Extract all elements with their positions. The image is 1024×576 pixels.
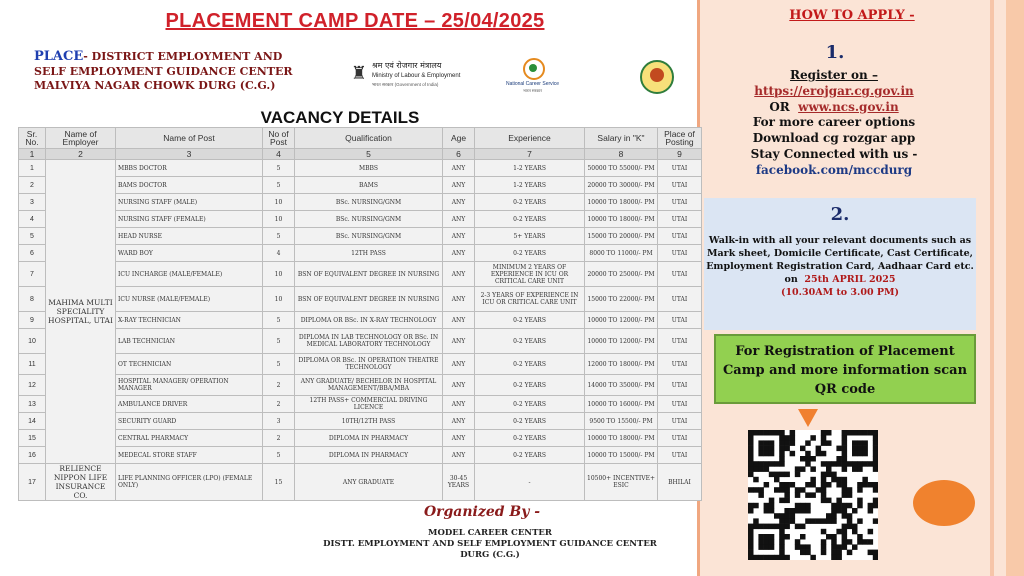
cell-sr: 9: [19, 312, 46, 329]
cell-num-post: 2: [263, 375, 295, 396]
table-row: [19, 354, 702, 375]
ministry-logo: [350, 57, 470, 93]
decor-stripe-edge: [1006, 0, 1024, 576]
cell-sr: 7: [19, 262, 46, 287]
cell-qualification: DIPLOMA IN PHARMACY: [295, 430, 443, 447]
col-header: Age: [443, 128, 475, 149]
cell-place: UTAI: [658, 245, 702, 262]
cell-salary: 10000 TO 18000/- PM: [585, 194, 658, 211]
register-text: Register on –: [790, 68, 878, 82]
cell-place: UTAI: [658, 211, 702, 228]
cell-place: UTAI: [658, 375, 702, 396]
cell-salary: 15000 TO 22000/- PM: [585, 287, 658, 312]
table-header-row: [19, 128, 702, 149]
step-2-text-block: [706, 234, 974, 299]
col-header: Qualification: [295, 128, 443, 149]
cell-num-post: 5: [263, 312, 295, 329]
table-row: [19, 312, 702, 329]
cell-experience: MINIMUM 2 YEARS OF EXPERIENCE IN ICU OR CRITICAL CARE UNIT: [475, 262, 585, 287]
place-line-2: SELF EMPLOYMENT GUIDANCE CENTER: [34, 64, 293, 78]
cell-num-post: 2: [263, 430, 295, 447]
cell-salary: 15000 TO 20000/- PM: [585, 228, 658, 245]
cell-place: UTAI: [658, 430, 702, 447]
cell-place: UTAI: [658, 329, 702, 354]
cell-num-post: 10: [263, 211, 295, 228]
cell-age: ANY: [443, 375, 475, 396]
cell-post: NURSING STAFF (FEMALE): [116, 211, 263, 228]
cell-qualification: BSc. NURSING/GNM: [295, 228, 443, 245]
cell-salary: 20000 TO 25000/- PM: [585, 262, 658, 287]
cell-age: ANY: [443, 312, 475, 329]
table-row: [19, 211, 702, 228]
how-to-apply-title: HOW TO APPLY -: [789, 8, 915, 23]
col-header: Name of Post: [116, 128, 263, 149]
col-number: 7: [475, 149, 585, 160]
cell-age: ANY: [443, 245, 475, 262]
cell-place: UTAI: [658, 413, 702, 430]
cell-age: ANY: [443, 211, 475, 228]
organized-by: Organized By -: [423, 504, 541, 520]
cell-place: UTAI: [658, 287, 702, 312]
decor-orange-oval: [913, 480, 975, 526]
cell-experience: 0-2 YEARS: [475, 312, 585, 329]
walk-in-time: (10.30AM to 3.00 PM): [780, 287, 900, 298]
table-row: [19, 447, 702, 464]
col-number: 4: [263, 149, 295, 160]
cell-sr: 15: [19, 430, 46, 447]
organizer-line-2: DISTT. EMPLOYMENT AND SELF EMPLOYMENT GUIDANCE CENTER: [323, 539, 657, 549]
cell-num-post: 5: [263, 329, 295, 354]
cell-experience: 5+ YEARS: [475, 228, 585, 245]
table-row: [19, 396, 702, 413]
cell-age: ANY: [443, 228, 475, 245]
cell-sr: 11: [19, 354, 46, 375]
ncs-link[interactable]: www.ncs.gov.in: [798, 99, 899, 114]
table-row: [19, 375, 702, 396]
cell-post: HEAD NURSE: [116, 228, 263, 245]
cell-num-post: 5: [263, 177, 295, 194]
cell-qualification: DIPLOMA IN PHARMACY: [295, 447, 443, 464]
cell-salary: 10000 TO 15000/- PM: [585, 447, 658, 464]
cell-sr: 3: [19, 194, 46, 211]
cell-post: CENTRAL PHARMACY: [116, 430, 263, 447]
col-header: Sr. No.: [19, 128, 46, 149]
cell-experience: 0-2 YEARS: [475, 354, 585, 375]
cell-sr: 1: [19, 160, 46, 177]
cell-num-post: 10: [263, 194, 295, 211]
erojgar-link[interactable]: https://erojgar.cg.gov.in: [754, 83, 914, 98]
cell-post: ICU INCHARGE (MALE/FEMALE): [116, 262, 263, 287]
cell-sr: 12: [19, 375, 46, 396]
cell-num-post: 4: [263, 245, 295, 262]
cell-place: UTAI: [658, 160, 702, 177]
cell-experience: 0-2 YEARS: [475, 447, 585, 464]
table-row: [19, 245, 702, 262]
place-label: PLACE: [34, 49, 84, 64]
cell-employer: MAHIMA MULTI SPECIALITY HOSPITAL, UTAI: [46, 160, 116, 464]
organizer-line-1: MODEL CAREER CENTER: [428, 528, 552, 538]
cell-sr: 17: [19, 464, 46, 501]
cell-age: ANY: [443, 194, 475, 211]
cell-salary: 14000 TO 35000/- PM: [585, 375, 658, 396]
cell-salary: 12000 TO 18000/- PM: [585, 354, 658, 375]
cell-experience: 0-2 YEARS: [475, 329, 585, 354]
cell-age: ANY: [443, 354, 475, 375]
facebook-link[interactable]: facebook.com/mccdurg: [755, 162, 913, 177]
col-header: Experience: [475, 128, 585, 149]
step-2-box: [704, 198, 976, 330]
cell-employer: RELIENCE NIPPON LIFE INSURANCE CO.: [46, 464, 116, 501]
emblem-icon: ♜: [350, 63, 368, 84]
cell-qualification: 12TH PASS+ COMMERCIAL DRIVING LICENCE: [295, 396, 443, 413]
cell-place: UTAI: [658, 447, 702, 464]
cell-num-post: 15: [263, 464, 295, 501]
cell-experience: 0-2 YEARS: [475, 430, 585, 447]
ministry-sub: भारत सरकार (Government of India): [372, 82, 439, 87]
cell-sr: 5: [19, 228, 46, 245]
cell-place: BHILAI: [658, 464, 702, 501]
page-title: PLACEMENT CAMP DATE – 25/04/2025: [165, 10, 545, 32]
ncs-sub: भारत सरकार: [523, 88, 542, 93]
cell-place: UTAI: [658, 354, 702, 375]
place-line-3: MALVIYA NAGAR CHOWK DURG (C.G.): [34, 79, 276, 92]
col-header: Name of Employer: [46, 128, 116, 149]
cell-place: UTAI: [658, 194, 702, 211]
cell-experience: 1-2 YEARS: [475, 160, 585, 177]
cell-post: MEDECAL STORE STAFF: [116, 447, 263, 464]
cell-age: ANY: [443, 160, 475, 177]
decor-stripe: [990, 0, 994, 576]
ncs-mark-icon: [523, 58, 545, 80]
cell-salary: 50000 TO 55000/- PM: [585, 160, 658, 177]
cell-age: ANY: [443, 329, 475, 354]
organizer-line-3: DURG (C.G.): [460, 550, 520, 560]
table-row: [19, 430, 702, 447]
arrow-down-icon: [798, 409, 818, 427]
cell-num-post: 5: [263, 228, 295, 245]
step-1-block: [708, 68, 960, 179]
cell-qualification: BAMS: [295, 177, 443, 194]
cell-post: MBBS DOCTOR: [116, 160, 263, 177]
table-row: [19, 228, 702, 245]
cell-salary: 9500 TO 15500/- PM: [585, 413, 658, 430]
col-number: 8: [585, 149, 658, 160]
cell-qualification: 12TH PASS: [295, 245, 443, 262]
cell-qualification: BSN OF EQUIVALENT DEGREE IN NURSING: [295, 287, 443, 312]
cell-qualification: ANY GRADUATE: [295, 464, 443, 501]
cell-experience: 0-2 YEARS: [475, 375, 585, 396]
table-body: [19, 160, 702, 501]
cell-sr: 6: [19, 245, 46, 262]
cell-post: OT TECHNICIAN: [116, 354, 263, 375]
cell-qualification: DIPLOMA IN LAB TECHNOLOGY OR BSc. IN MEDICAL LABORATORY TECHNOLOGY: [295, 329, 443, 354]
walk-in-text: Walk-in with all your relevant documents such as Mark sheet, Domicile Certificate, Cast Certificate, Employment Registration Card, Aadhaar Card etc. on: [706, 235, 974, 285]
cell-age: ANY: [443, 396, 475, 413]
cell-num-post: 10: [263, 287, 295, 312]
table-row: [19, 413, 702, 430]
col-header: Salary in "K": [585, 128, 658, 149]
cell-experience: 0-2 YEARS: [475, 245, 585, 262]
cell-num-post: 10: [263, 262, 295, 287]
cell-age: ANY: [443, 262, 475, 287]
more-options-text: For more career options: [752, 115, 916, 130]
cell-post: WARD BOY: [116, 245, 263, 262]
state-emblem-icon: [640, 60, 674, 94]
cell-qualification: BSc. NURSING/GNM: [295, 194, 443, 211]
cell-salary: 10000 TO 16000/- PM: [585, 396, 658, 413]
cell-post: X-RAY TECHNICIAN: [116, 312, 263, 329]
cell-post: SECURITY GUARD: [116, 413, 263, 430]
organizer-block: [300, 528, 680, 561]
table-row: [19, 177, 702, 194]
col-number: 2: [46, 149, 116, 160]
cell-place: UTAI: [658, 312, 702, 329]
cell-qualification: 10TH/12TH PASS: [295, 413, 443, 430]
or-text: OR: [769, 99, 790, 114]
cell-post: AMBULANCE DRIVER: [116, 396, 263, 413]
cell-salary: 10500+ INCENTIVE+ ESIC: [585, 464, 658, 501]
cell-experience: 1-2 YEARS: [475, 177, 585, 194]
cell-post: HOSPITAL MANAGER/ OPERATION MANAGER: [116, 375, 263, 396]
cell-salary: 8000 TO 11000/- PM: [585, 245, 658, 262]
cell-age: ANY: [443, 447, 475, 464]
cell-salary: 10000 TO 12000/- PM: [585, 312, 658, 329]
table-row: [19, 160, 702, 177]
place-line-1: - DISTRICT EMPLOYMENT AND: [83, 50, 283, 63]
table-row: [19, 262, 702, 287]
cell-age: ANY: [443, 430, 475, 447]
cell-age: ANY: [443, 177, 475, 194]
cell-sr: 2: [19, 177, 46, 194]
cell-num-post: 5: [263, 447, 295, 464]
step-2-number: 2.: [830, 204, 850, 225]
cell-sr: 14: [19, 413, 46, 430]
table-row: [19, 464, 702, 501]
cell-sr: 4: [19, 211, 46, 228]
col-header: Place of Posting: [658, 128, 702, 149]
col-header: No of Post: [263, 128, 295, 149]
ministry-english: Ministry of Labour & Employment: [372, 73, 461, 79]
cell-qualification: BSN OF EQUIVALENT DEGREE IN NURSING: [295, 262, 443, 287]
table-row: [19, 194, 702, 211]
vacancy-table: [18, 127, 702, 501]
table-row: [19, 329, 702, 354]
walk-in-date: 25th APRIL 2025: [804, 274, 896, 285]
cell-num-post: 2: [263, 396, 295, 413]
cell-experience: -: [475, 464, 585, 501]
cell-salary: 20000 TO 30000/- PM: [585, 177, 658, 194]
stay-connected-text: Stay Connected with us -: [750, 146, 918, 161]
cell-experience: 0-2 YEARS: [475, 396, 585, 413]
cell-age: ANY: [443, 413, 475, 430]
cell-sr: 10: [19, 329, 46, 354]
cell-place: UTAI: [658, 228, 702, 245]
cell-experience: 0-2 YEARS: [475, 211, 585, 228]
cell-experience: 0-2 YEARS: [475, 194, 585, 211]
qr-code-icon[interactable]: [748, 430, 878, 560]
cell-experience: 0-2 YEARS: [475, 413, 585, 430]
cell-post: ICU NURSE (MALE/FEMALE): [116, 287, 263, 312]
cell-experience: 2-3 YEARS OF EXPERIENCE IN ICU OR CRITICAL CARE UNIT: [475, 287, 585, 312]
ncs-logo: [505, 56, 560, 96]
col-number: 1: [19, 149, 46, 160]
ncs-name: National Career Service: [505, 81, 560, 87]
cell-qualification: MBBS: [295, 160, 443, 177]
col-number: 5: [295, 149, 443, 160]
cell-num-post: 3: [263, 413, 295, 430]
ministry-hindi: श्रम एवं रोजगार मंत्रालय: [372, 61, 442, 70]
registration-box: For Registration of Placement Camp and more information scan QR code: [714, 334, 976, 404]
cell-sr: 8: [19, 287, 46, 312]
step-1-number: 1.: [825, 42, 845, 63]
cell-salary: 10000 TO 18000/- PM: [585, 430, 658, 447]
place-block: [34, 50, 334, 94]
cell-place: UTAI: [658, 262, 702, 287]
cell-post: LAB TECHNICIAN: [116, 329, 263, 354]
cell-qualification: ANY GRADUATE/ BECHELOR IN HOSPITAL MANAGEMENT/BBA/MBA: [295, 375, 443, 396]
col-number: 3: [116, 149, 263, 160]
table-row: [19, 287, 702, 312]
vacancy-title: VACANCY DETAILS: [260, 108, 420, 127]
cell-post: BAMS DOCTOR: [116, 177, 263, 194]
cell-salary: 10000 TO 18000/- PM: [585, 211, 658, 228]
col-number: 9: [658, 149, 702, 160]
cell-place: UTAI: [658, 177, 702, 194]
cell-qualification: BSc. NURSING/GNM: [295, 211, 443, 228]
cell-sr: 16: [19, 447, 46, 464]
cell-post: LIFE PLANNING OFFICER (LPO) (FEMALE ONLY): [116, 464, 263, 501]
cell-age: ANY: [443, 287, 475, 312]
cell-post: NURSING STAFF (MALE): [116, 194, 263, 211]
cell-place: UTAI: [658, 396, 702, 413]
column-number-row: [19, 149, 702, 160]
cell-qualification: DIPLOMA OR BSc. IN OPERATION THEATRE TECHNOLOGY: [295, 354, 443, 375]
download-app-text: Download cg rozgar app: [752, 131, 916, 146]
cell-qualification: DIPLOMA OR BSc. IN X-RAY TECHNOLOGY: [295, 312, 443, 329]
col-number: 6: [443, 149, 475, 160]
cell-salary: 10000 TO 12000/- PM: [585, 329, 658, 354]
cell-age: 30-45 YEARS: [443, 464, 475, 501]
cell-sr: 13: [19, 396, 46, 413]
cell-num-post: 5: [263, 354, 295, 375]
cell-num-post: 5: [263, 160, 295, 177]
